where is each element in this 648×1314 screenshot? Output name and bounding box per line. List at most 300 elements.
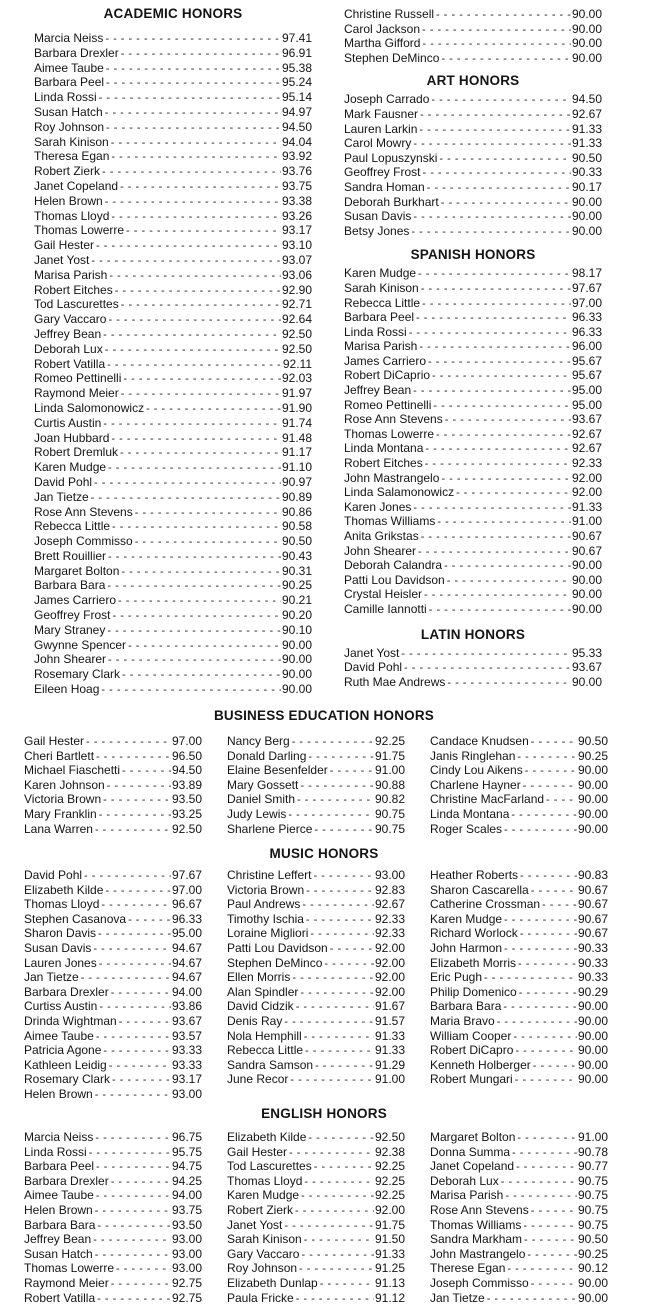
dotted-leader [99,91,281,105]
student-name: David Pohl [34,474,93,489]
student-name: Robert Eitches [344,456,423,471]
honor-entry [227,792,405,807]
honor-entry [227,749,405,764]
dotted-leader [292,735,374,749]
student-name: Linda Montana [344,441,424,456]
honor-entry [34,371,312,386]
student-name: Karen Johnson [24,777,105,792]
honor-score: 91.33 [374,1028,405,1043]
student-name: Roy Johnson [227,1261,298,1276]
honor-score: 93.17 [171,1072,202,1087]
dotted-leader [504,823,577,837]
dotted-leader [306,884,374,898]
student-name: David Pohl [24,868,83,882]
honor-score: 90.82 [374,792,405,807]
honor-score: 94.04 [281,134,312,149]
honor-entry [34,238,312,253]
honor-entry [24,1145,202,1160]
honor-entry [227,1043,405,1058]
honor-entry [430,1232,608,1247]
academic-honors-list [34,31,312,697]
honor-entry [24,778,202,793]
honor-entry [34,253,312,268]
dotted-leader [505,1189,577,1203]
honor-entry [344,441,602,456]
dotted-leader [118,594,281,608]
honor-score: 91.33 [374,1043,405,1058]
honor-entry [430,1218,608,1233]
dotted-leader [308,1131,374,1145]
student-name: Crystal Heisler [344,587,423,602]
student-name: Thomas Lowerre [24,1261,115,1276]
honor-score: 96.67 [171,897,202,912]
dotted-leader [122,764,171,778]
honor-score: 97.00 [171,734,202,748]
honor-entry [34,401,312,416]
music-honors-col-2 [227,868,405,1087]
student-name: Kenneth Holberger [430,1057,531,1072]
dotted-leader [330,942,374,956]
student-name: Robert DiCaprio [344,368,431,383]
honor-score: 93.57 [171,1028,202,1043]
dotted-leader [447,676,571,690]
student-name: Rose Ann Stevens [34,504,133,519]
dotted-leader [425,442,571,456]
student-name: Jeffrey Bean [24,1232,92,1247]
honor-entry [344,36,602,51]
honor-entry [34,179,312,194]
honor-score: 90.67 [577,911,608,926]
honor-entry [24,926,202,941]
dotted-leader [418,267,571,281]
honor-entry [24,868,202,883]
student-name: Marisa Parish [430,1188,504,1203]
dotted-leader [504,942,577,956]
student-name: Karen Jones [344,499,412,514]
honor-score: 94.75 [171,1159,202,1174]
dotted-leader [119,1015,171,1029]
honor-entry [344,456,602,471]
dotted-leader [103,328,281,342]
honor-score: 90.33 [577,955,608,970]
honor-score: 90.00 [571,50,602,65]
honor-score: 91.17 [281,445,312,460]
dotted-leader [98,927,171,941]
honor-score: 92.25 [374,1188,405,1203]
honor-score: 90.00 [577,806,608,821]
student-name: Karen Mudge [34,460,107,475]
honor-entry [34,312,312,327]
honor-score: 91.33 [571,121,602,136]
honor-entry [34,416,312,431]
honor-entry [227,926,405,941]
student-name: Janis Ringlehan [430,748,516,763]
honor-score: 95.00 [571,397,602,412]
honor-score: 95.67 [571,353,602,368]
honor-entry [344,427,602,442]
honor-score: 90.10 [281,622,312,637]
student-name: Curtis Austin [34,415,102,430]
dotted-leader [288,808,374,822]
honor-score: 90.00 [577,999,608,1014]
honor-score: 93.76 [281,164,312,179]
student-name: Margaret Bolton [34,563,120,578]
dotted-leader [123,372,281,386]
dotted-leader [111,1175,171,1189]
honor-entry [24,999,202,1014]
student-name: Deborah Lux [34,341,103,356]
honor-score: 96.50 [171,748,202,763]
student-name: Sarah Kinison [227,1232,302,1247]
honor-score: 92.03 [281,371,312,386]
dotted-leader [93,942,171,956]
honor-score: 90.00 [571,21,602,36]
student-name: Sandra Samson [227,1057,314,1072]
dotted-leader [95,1248,171,1262]
dotted-leader [515,1044,577,1058]
dotted-leader [422,23,571,37]
honor-entry [344,165,602,180]
honor-score: 93.67 [571,660,602,675]
dotted-leader [111,150,281,164]
student-name: Thomas Williams [344,514,436,529]
student-name: Aimee Taube [34,60,104,75]
student-name: John Mastrangelo [344,470,440,485]
honor-entry [227,807,405,822]
student-name: Barbara Peel [344,310,415,325]
honor-score: 90.00 [577,777,608,792]
honor-score: 90.77 [577,1159,608,1174]
student-name: Roy Johnson [34,119,105,134]
honor-entry [34,534,312,549]
honor-score: 90.67 [577,926,608,941]
student-name: Helen Brown [24,1202,93,1217]
honor-score: 96.00 [571,339,602,354]
student-name: Linda Salomonowicz [34,400,145,415]
dotted-leader [115,284,281,298]
dotted-leader [107,624,281,638]
dotted-leader [112,1073,171,1087]
honor-entry [430,883,608,898]
dotted-leader [121,298,281,312]
student-name: Karen Mudge [430,911,503,926]
honor-entry [344,646,602,661]
dotted-leader [439,152,571,166]
honor-entry [34,475,312,490]
student-name: Rebecca Little [227,1043,304,1058]
student-name: Karen Mudge [227,1188,300,1203]
dotted-leader [135,535,281,549]
honor-score: 90.00 [571,7,602,21]
student-name: Susan Hatch [24,1246,93,1261]
student-name: William Cooper [430,1028,512,1043]
honor-entry [430,792,608,807]
honor-score: 90.29 [577,984,608,999]
dotted-leader [523,1219,577,1233]
honor-entry [34,431,312,446]
dotted-leader [120,180,281,194]
honor-score: 94.67 [171,940,202,955]
student-name: Loraine Migliori [227,926,309,941]
honor-entry [24,1130,202,1145]
honor-entry [24,1174,202,1189]
student-name: Carol Mowry [344,136,412,151]
honor-score: 90.00 [281,682,312,697]
honor-entry [344,383,602,398]
honor-score: 90.97 [281,474,312,489]
honor-entry [227,1261,405,1276]
dotted-leader [81,971,171,985]
honor-score: 95.67 [571,368,602,383]
honor-entry [227,1029,405,1044]
student-name: Marisa Parish [344,339,418,354]
honor-score: 92.00 [571,485,602,500]
honor-score: 95.14 [281,90,312,105]
honor-entry [430,999,608,1014]
student-name: Thomas Lloyd [24,897,100,912]
honor-entry [344,209,602,224]
student-name: Kathleen Leidig [24,1057,107,1072]
honor-score: 92.00 [374,955,405,970]
honor-score: 90.00 [577,821,608,836]
honor-score: 90.67 [571,543,602,558]
honor-score: 93.89 [171,777,202,792]
honor-entry [227,985,405,1000]
student-name: Susan Davis [24,940,92,955]
honor-score: 93.67 [171,1013,202,1028]
dotted-leader [546,793,577,807]
student-name: June Recor [227,1072,289,1087]
honor-entry [344,660,602,675]
dotted-leader [418,545,571,559]
dotted-leader [284,1219,374,1233]
student-name: Ruth Mae Andrews [344,674,446,689]
student-name: Tod Lascurettes [34,297,119,312]
honor-entry [24,897,202,912]
student-name: Thomas Lowerre [344,426,435,441]
dotted-leader [101,683,281,697]
dotted-leader [101,898,171,912]
honor-entry [430,734,608,749]
student-name: Tod Lascurettes [227,1159,312,1174]
dotted-leader [109,1059,171,1073]
honor-score: 90.50 [577,734,608,748]
honor-entry [34,638,312,653]
student-name: Stephen DeMinco [344,50,440,65]
dotted-leader [531,884,577,898]
honor-score: 90.00 [577,1275,608,1290]
dotted-leader [128,913,171,927]
honor-score: 90.00 [577,792,608,807]
student-name: Mark Fausner [344,106,419,121]
dotted-leader [531,1277,577,1291]
dotted-leader [121,47,281,61]
honor-entry [227,778,405,793]
student-name: Eileen Hoag [34,682,100,697]
honor-entry [34,164,312,179]
dotted-leader [84,869,171,883]
student-name: Roger Scales [430,821,503,836]
dotted-leader [441,472,571,486]
honor-entry [227,1276,405,1291]
dotted-leader [447,574,571,588]
dotted-leader [416,311,571,325]
dotted-leader [424,588,571,602]
student-name: Thomas Lowerre [34,223,125,238]
honor-entry [34,667,312,682]
dotted-leader [295,1204,374,1218]
honor-entry [24,792,202,807]
student-name: Marcia Neiss [34,31,104,45]
student-name: Maria Bravo [430,1013,495,1028]
music-honors-col-1 [24,868,202,1102]
honor-score: 90.75 [577,1202,608,1217]
honor-entry [430,822,608,837]
student-name: Joan Hubbard [34,430,110,445]
honor-score: 90.67 [577,882,608,897]
honor-score: 91.00 [374,1072,405,1087]
honor-entry [344,354,602,369]
dotted-leader [111,210,281,224]
honor-entry [344,266,602,281]
honor-score: 90.67 [577,897,608,912]
honor-entry [24,749,202,764]
dotted-leader [433,399,571,413]
business-honors-col-1 [24,734,202,836]
honor-entry [24,941,202,956]
dotted-leader [436,8,571,22]
student-name: Anita Grikstas [344,529,419,543]
honor-entry [344,22,602,37]
dotted-leader [487,1292,577,1306]
honor-score: 90.50 [571,150,602,165]
honor-entry [344,325,602,340]
business-honors-title: BUSINESS EDUCATION HONORS [213,708,435,723]
dotted-leader [106,62,281,76]
art-honors-title: ART HONORS [426,73,520,89]
student-name: John Shearer [344,543,417,558]
honor-entry [344,224,602,239]
dotted-leader [314,1160,374,1174]
honor-entry [344,587,602,602]
dotted-leader [105,32,281,46]
dotted-leader [105,884,171,898]
honor-score: 91.75 [374,1217,405,1232]
student-name: David Pohl [344,660,403,675]
dotted-leader [304,1175,374,1189]
dotted-leader [525,764,577,778]
student-name: Helen Brown [24,1086,93,1101]
student-name: Rosemary Clark [24,1072,111,1087]
student-name: Deborah Burkhart [344,194,439,209]
dotted-leader [413,501,571,515]
student-name: Elaine Besenfelder [227,763,328,778]
honor-entry [344,281,602,296]
dotted-leader [120,446,281,460]
honor-entry [24,883,202,898]
student-name: Stephen Casanova [24,911,127,926]
student-name: Paula Fricke [227,1290,294,1305]
honor-entry [227,1058,405,1073]
student-name: Eric Pugh [430,970,483,985]
honor-score: 90.12 [577,1261,608,1276]
honor-entry [34,460,312,475]
student-name: Marcia Neiss [24,1130,94,1144]
honor-score: 90.75 [374,806,405,821]
student-name: Catherine Crossman [430,897,541,912]
student-name: Robert DiCapro [430,1043,514,1058]
dotted-leader [305,1044,374,1058]
dotted-leader [103,793,171,807]
dotted-leader [128,639,281,653]
honor-score: 93.86 [171,999,202,1014]
honor-score: 90.00 [571,674,602,689]
dotted-leader [105,195,281,209]
honor-entry [430,941,608,956]
dotted-leader [103,417,281,431]
student-name: Thomas Lloyd [227,1173,303,1188]
student-name: Linda Rossi [24,1144,87,1159]
student-name: Jeffrey Bean [344,383,412,398]
student-name: Mary Franklin [24,806,97,821]
dotted-leader [531,735,577,749]
dotted-leader [421,282,571,296]
honor-score: 93.00 [171,1261,202,1276]
honor-entry [344,136,602,151]
honor-entry [227,1188,405,1203]
student-name: Aimee Taube [24,1188,94,1203]
student-name: Christine MacFarland [430,792,545,807]
honor-score: 90.00 [281,637,312,652]
honor-score: 91.29 [374,1057,405,1072]
dotted-leader [484,971,577,985]
dotted-leader [105,343,281,357]
honor-score: 95.33 [571,645,602,660]
student-name: Sharlene Pierce [227,821,313,836]
honor-entry [344,471,602,486]
honor-score: 90.86 [281,504,312,519]
honor-entry [430,985,608,1000]
student-name: Nancy Berg [227,734,290,748]
student-name: Elizabeth Kilde [227,1130,307,1144]
dotted-leader [122,668,281,682]
honor-score: 93.25 [171,806,202,821]
student-name: Geoffrey Frost [344,165,421,180]
honor-score: 92.67 [374,897,405,912]
dotted-leader [531,1204,577,1218]
honor-entry [24,1247,202,1262]
student-name: Thomas Lloyd [34,208,110,223]
honor-entry [34,46,312,61]
dotted-leader [411,225,571,239]
honor-score: 90.75 [577,1188,608,1203]
dotted-leader [284,1015,374,1029]
latin-honors-list [344,646,602,690]
honor-entry [24,1159,202,1174]
student-name: Elizabeth Kilde [24,882,104,897]
honor-entry [227,1014,405,1029]
honor-score: 92.64 [281,312,312,327]
student-name: James Carriero [34,593,117,608]
dotted-leader [135,506,281,520]
dotted-leader [121,565,281,579]
student-name: Brett Rouillier [34,548,107,563]
student-name: Sandra Homan [344,179,425,194]
honor-entry [34,120,312,135]
dotted-leader [296,1292,374,1306]
dotted-leader [109,269,281,283]
student-name: Barbara Bara [24,1217,96,1232]
